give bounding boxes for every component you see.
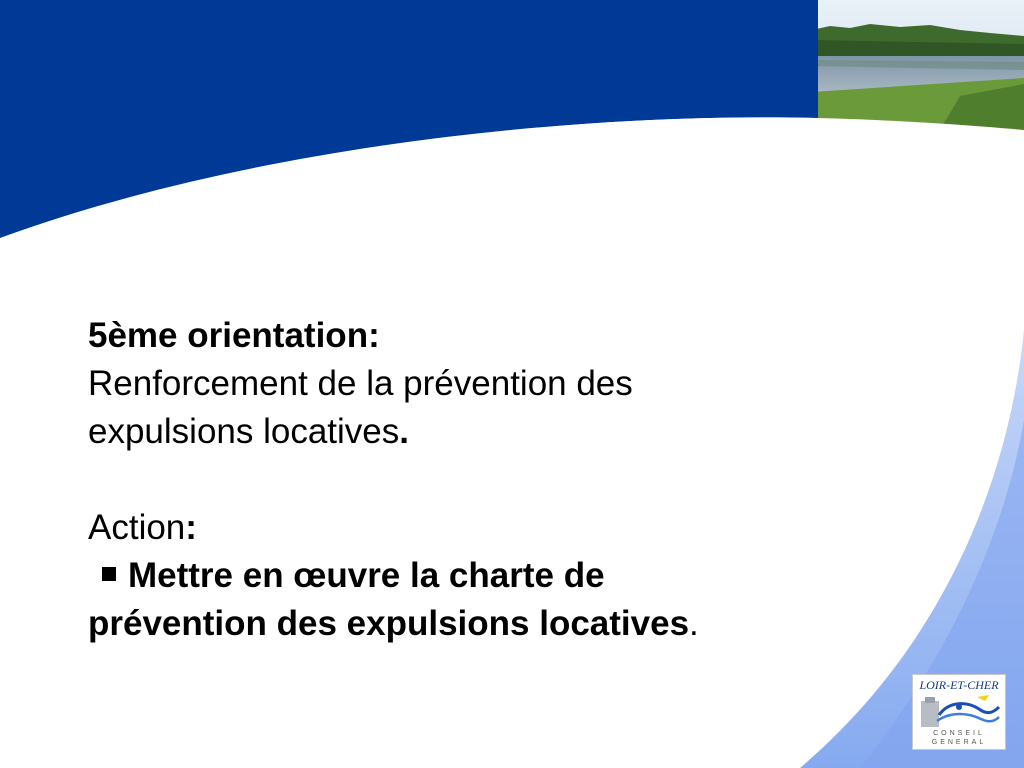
orientation-title-period: .: [399, 412, 410, 451]
lake-photo: [812, 0, 1024, 130]
logo-title: LOIR-ET-CHER: [919, 678, 999, 692]
slide-content: [88, 312, 848, 648]
orientation-title-line-1: Renforcement de la prévention des: [88, 364, 633, 403]
action-colon: :: [185, 508, 197, 547]
action-bullet-period: .: [689, 604, 699, 643]
orientation-title-line-2: [88, 408, 848, 456]
loir-et-cher-logo: [912, 674, 1006, 750]
action-bullet-line-2: [88, 600, 848, 648]
logo-subtitle-conseil: CONSEIL: [933, 730, 985, 737]
action-label: [88, 504, 848, 552]
action-bullet-text-2: prévention des expulsions locatives: [88, 604, 690, 643]
action-bullet-text-1: Mettre en œuvre la charte de: [128, 556, 605, 595]
spacer: [88, 456, 848, 504]
action-label-text: Action: [88, 508, 186, 547]
orientation-title-line-2-text: expulsions locatives: [88, 412, 400, 451]
orientation-heading: 5ème orientation:: [88, 316, 380, 355]
square-bullet-icon: [102, 567, 116, 581]
logo-emblem-icon: [919, 693, 1001, 729]
action-bullet-line-1: [88, 552, 848, 600]
logo-subtitle-general: GENERAL: [931, 739, 987, 746]
